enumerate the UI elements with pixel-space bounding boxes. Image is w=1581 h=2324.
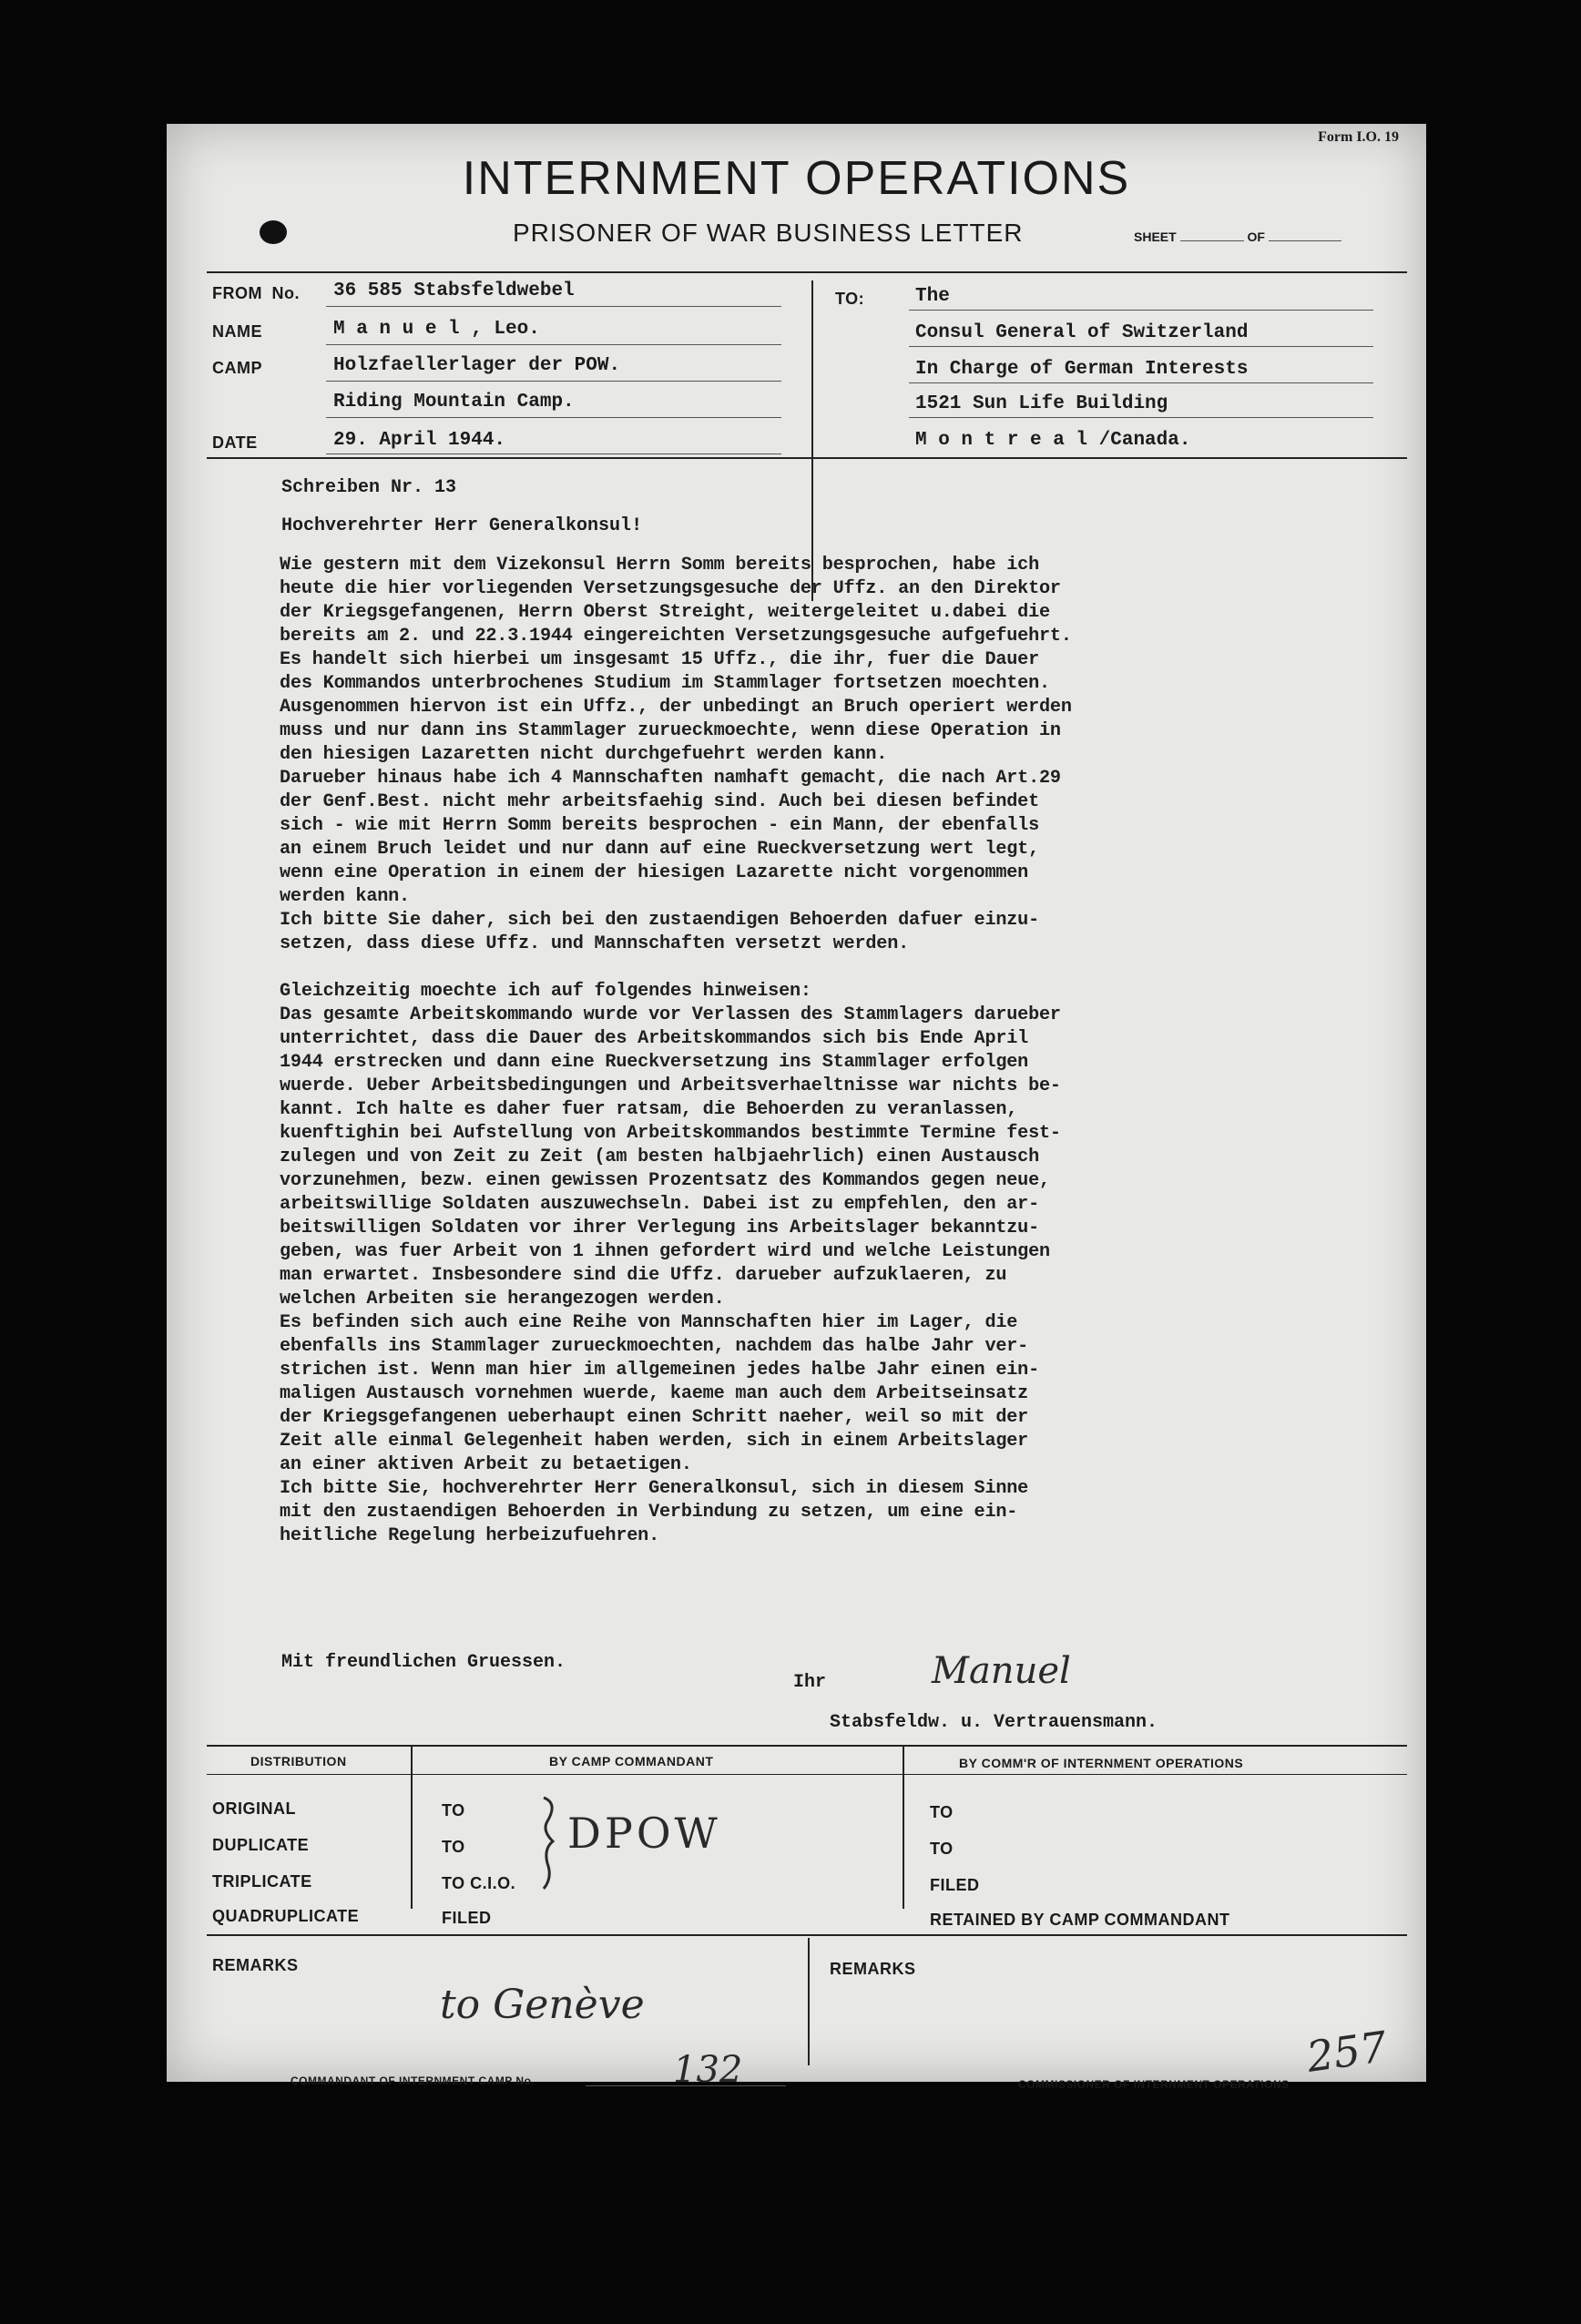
letter-body-line: ebenfalls ins Stammlager zurueckmoechten, nachdem das halbe Jahr ver- — [280, 1336, 1029, 1357]
letter-body-line: an einer aktiven Arbeit zu betaetigen. — [280, 1454, 692, 1475]
dist-row-triplicate: TRIPLICATE — [212, 1872, 312, 1891]
remarks-left-label: REMARKS — [212, 1956, 299, 1974]
camp-commandant-header: BY CAMP COMMANDANT — [549, 1754, 714, 1768]
letter-body-line: Ich bitte Sie, hochverehrter Herr Generalkonsul, sich in diesem Sinne — [280, 1478, 1029, 1499]
letter-body-line: welchen Arbeiten sie herangezogen werden. — [280, 1289, 725, 1310]
name-value: M a n u e l , Leo. — [333, 319, 540, 340]
commr-to-2: TO — [930, 1840, 954, 1858]
commr-filed: FILED — [930, 1876, 980, 1894]
letter-salutation: Hochverehrter Herr Generalkonsul! — [281, 515, 643, 536]
handwritten-remark: to Genève — [440, 1982, 645, 2028]
letter-body-line: der Genf.Best. nicht mehr arbeitsfaehig sind. Auch bei diesen befindet — [280, 791, 1040, 812]
letter-body-line: unterrichtet, dass die Dauer des Arbeitskommandos sich bis Ende April — [280, 1028, 1029, 1049]
letter-body-line: Es handelt sich hierbei um insgesamt 15 Uffz., die ihr, fuer die Dauer — [280, 649, 1040, 670]
camp-label: CAMP — [212, 359, 262, 377]
date-value: 29. April 1944. — [333, 430, 506, 451]
letter-body-line: Das gesamte Arbeitskommando wurde vor Verlassen des Stammlagers darueber — [280, 1004, 1061, 1025]
letter-body-line: maligen Austausch vornehmen wuerde, kaeme man auch dem Arbeitseinsatz — [280, 1383, 1029, 1404]
page-title: INTERNMENT OPERATIONS — [462, 152, 1131, 205]
letter-body-line: Gleichzeitig moechte ich auf folgendes hinweisen: — [280, 981, 811, 1002]
header-top-rule — [207, 271, 1407, 273]
handwritten-brace — [540, 1794, 560, 1892]
letter-body-line: arbeitswillige Soldaten auszuwechseln. Dabei ist zu empfehlen, den ar- — [280, 1194, 1040, 1215]
dist-row-duplicate: DUPLICATE — [212, 1836, 310, 1854]
letter-body-line: man erwartet. Insbesondere sind die Uffz. darueber aufzuklaeren, zu — [280, 1265, 1007, 1286]
camp-value-1: Holzfaellerlager der POW. — [333, 355, 621, 376]
letter-sheet — [167, 124, 1426, 2091]
distribution-top-rule — [207, 1745, 1407, 1747]
letter-closing: Mit freundlichen Gruessen. — [281, 1652, 566, 1673]
dist-row-quadruplicate: QUADRUPLICATE — [212, 1907, 360, 1925]
commr-retained: RETAINED BY CAMP COMMANDANT — [930, 1911, 1230, 1929]
letter-body-line: wuerde. Ueber Arbeitsbedingungen und Arbeitsverhaeltnisse war nichts be- — [280, 1075, 1061, 1096]
letter-body-line: Darueber hinaus habe ich 4 Mannschaften namhaft gemacht, die nach Art.29 — [280, 768, 1061, 789]
name-label: NAME — [212, 322, 262, 341]
of-label: OF — [1247, 229, 1265, 244]
to-line-5: M o n t r e a l /Canada. — [915, 430, 1191, 451]
letter-ref: Schreiben Nr. 13 — [281, 477, 457, 498]
letter-body-line: bereits am 2. und 22.3.1944 eingereichten Versetzungsgesuche aufgefuehrt. — [280, 626, 1072, 647]
to-line-1: The — [915, 286, 950, 307]
letter-body-line: setzen, dass diese Uffz. und Mannschaften versetzt werden. — [280, 933, 910, 954]
letter-body — [280, 554, 1372, 1548]
letter-body-line: mit den zustaendigen Behoerden in Verbindung zu setzen, um eine ein- — [280, 1502, 1018, 1523]
letter-body-line: Wie gestern mit dem Vizekonsul Herrn Somm bereits besprochen, habe ich — [280, 555, 1040, 576]
letter-body-line: Zeit alle einmal Gelegenheit haben werden, sich in einem Arbeitslager — [280, 1431, 1029, 1452]
punch-hole — [260, 220, 287, 244]
camp-commandant-footer: COMMANDANT OF INTERNMENT CAMP No. — [291, 2074, 536, 2087]
distribution-header: DISTRIBUTION — [250, 1754, 347, 1768]
commissioner-header: BY COMM'R OF INTERNMENT OPERATIONS — [959, 1756, 1244, 1770]
date-label: DATE — [212, 433, 258, 452]
letter-body-line: strichen ist. Wenn man hier im allgemeinen jedes halbe Jahr einen ein- — [280, 1360, 1040, 1381]
letter-body-line: heitliche Regelung herbeizufuehren. — [280, 1525, 660, 1546]
to-label: TO: — [835, 290, 865, 308]
letter-body-line: des Kommandos unterbrochenes Studium im Stammlager fortsetzen moechten. — [280, 673, 1050, 694]
letter-body-line: zulegen und von Zeit zu Zeit (am besten halbjaehrlich) einen Austausch — [280, 1147, 1040, 1167]
letter-body-line: vorzunehmen, bezw. einen gewissen Prozentsatz des Kommandos gegen neue, — [280, 1170, 1050, 1191]
page-subtitle: PRISONER OF WAR BUSINESS LETTER — [513, 219, 1024, 247]
letter-ihr: Ihr — [793, 1672, 827, 1693]
sheet-label: SHEET — [1134, 229, 1177, 244]
camp-cmdt-to-cio: TO C.I.O. — [442, 1874, 516, 1892]
dist-row-original: ORIGINAL — [212, 1799, 296, 1818]
letter-body-line: geben, was fuer Arbeit von 1 ihnen gefordert wird und welche Leistungen — [280, 1241, 1050, 1262]
from-label: FROM — [212, 284, 262, 302]
commissioner-footer: COMMISSIONER OF INTERNMENT OPERATIONS — [1018, 2078, 1290, 2091]
from-value: 36 585 Stabsfeldwebel — [333, 280, 575, 301]
handwritten-number: 257 — [1303, 2022, 1391, 2082]
to-line-3: In Charge of German Interests — [915, 359, 1249, 380]
letter-body-line: werden kann. — [280, 886, 410, 907]
letter-body-line: Ich bitte Sie daher, sich bei den zustaendigen Behoerden dafuer einzu- — [280, 910, 1040, 931]
letter-body-line: wenn eine Operation in einem der hiesigen Lazarette nicht vorgenommen — [280, 862, 1029, 883]
no-label: No. — [271, 284, 300, 302]
remarks-right-label: REMARKS — [830, 1960, 916, 1978]
letter-body-line: Ausgenommen hiervon ist ein Uffz., der unbedingt an Bruch operiert werden — [280, 697, 1072, 718]
commr-to-1: TO — [930, 1803, 954, 1821]
form-number: Form I.O. 19 — [1318, 129, 1399, 145]
camp-value-2: Riding Mountain Camp. — [333, 392, 575, 413]
letter-body-line: der Kriegsgefangenen, Herrn Oberst Streight, weitergeleitet u.dabei die — [280, 602, 1050, 623]
letter-body-line: Es befinden sich auch eine Reihe von Mannschaften hier im Lager, die — [280, 1312, 1018, 1333]
to-line-4: 1521 Sun Life Building — [915, 393, 1168, 414]
to-line-2: Consul General of Switzerland — [915, 322, 1249, 343]
letter-body-line: muss und nur dann ins Stammlager zurueckmoechte, wenn diese Operation in — [280, 720, 1061, 741]
remarks-top-rule — [207, 1934, 1407, 1936]
letter-body-line: heute die hier vorliegenden Versetzungsgesuche der Uffz. an den Direktor — [280, 578, 1061, 599]
camp-number: 132 — [673, 2049, 743, 2091]
letter-body-line: 1944 erstrecken und dann eine Rueckversetzung ins Stammlager erfolgen — [280, 1052, 1029, 1073]
sheet-of-field — [1134, 229, 1341, 244]
signature: Manuel — [932, 1650, 1071, 1692]
letter-body-line: an einem Bruch leidet und nur dann auf eine Rueckversetzung wert legt, — [280, 839, 1040, 860]
camp-cmdt-to-2: TO — [442, 1838, 465, 1856]
handwritten-dpow: DPOW — [567, 1809, 721, 1858]
header-bottom-rule — [207, 457, 1407, 459]
letter-body-line: beitswilligen Soldaten vor ihrer Verlegung ins Arbeitslager bekanntzu- — [280, 1218, 1040, 1238]
signer-title: Stabsfeldw. u. Vertrauensmann. — [830, 1712, 1158, 1733]
camp-cmdt-to-1: TO — [442, 1801, 465, 1819]
letter-body-line: den hiesigen Lazaretten nicht durchgefuehrt werden kann. — [280, 744, 888, 765]
letter-body-line: kannt. Ich halte es daher fuer ratsam, die Behoerden zu veranlassen, — [280, 1099, 1018, 1120]
letter-body-line: der Kriegsgefangenen ueberhaupt einen Schritt naeher, weil so mit der — [280, 1407, 1029, 1428]
camp-cmdt-filed: FILED — [442, 1909, 492, 1927]
from-row — [212, 284, 300, 303]
letter-body-line: sich - wie mit Herrn Somm bereits besprochen - ein Mann, der ebenfalls — [280, 815, 1040, 836]
letter-body-line: kuenftighin bei Aufstellung von Arbeitskommandos bestimmte Termine fest- — [280, 1123, 1061, 1144]
letter-body-line — [280, 956, 1372, 980]
